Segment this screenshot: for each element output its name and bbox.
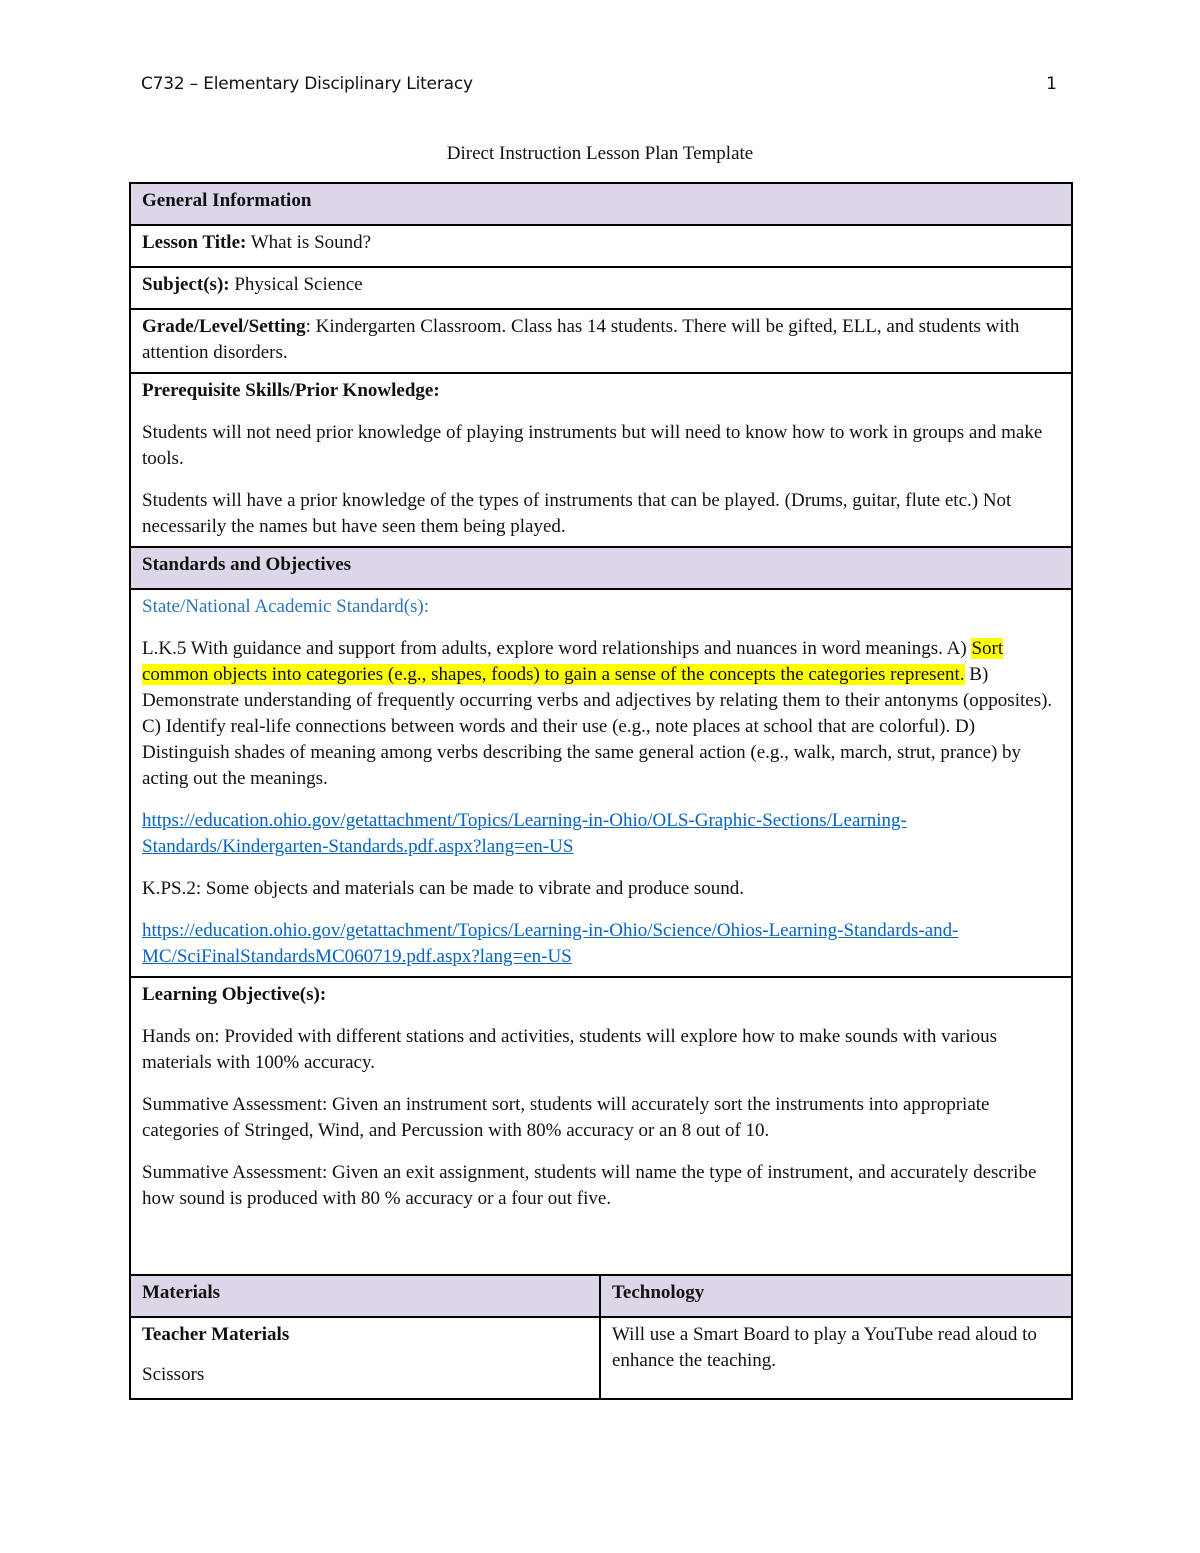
lesson-title-value: What is Sound?	[246, 232, 372, 253]
prerequisite-paragraph-2: Students will have a prior knowledge of the types of instruments that can be played. (Drums, guitar, flute etc.) Not necessarily the names but have seen them being played.	[142, 490, 1012, 537]
materials-cell	[130, 1317, 600, 1399]
teacher-materials-item: Scissors	[142, 1364, 205, 1385]
grade-label: Grade/Level/Setting	[142, 316, 306, 337]
technology-text: Will use a Smart Board to play a YouTube read aloud to enhance the teaching.	[612, 1324, 1037, 1371]
standards-objectives-heading: Standards and Objectives	[130, 547, 1072, 589]
running-header: C732 – Elementary Disciplinary Literacy	[141, 74, 473, 94]
standards-cell	[130, 589, 1072, 977]
prerequisite-label: Prerequisite Skills/Prior Knowledge:	[142, 380, 440, 401]
standard-kps2: K.PS.2: Some objects and materials can be made to vibrate and produce sound.	[142, 878, 745, 899]
lesson-title-row	[130, 225, 1072, 267]
standard-lk5-highlight: Sort common objects into categories (e.g., shapes, foods) to gain a sense of the concepts the categories represent.	[142, 638, 1004, 685]
prerequisite-skills-cell	[130, 373, 1072, 547]
kindergarten-standards-link[interactable]: https://education.ohio.gov/getattachment/Topics/Learning-in-Ohio/OLS-Graphic-Sections/Learning-Standards/Kindergarten-Standards.pdf.aspx?lang=en-US	[142, 810, 907, 857]
technology-cell	[600, 1317, 1072, 1399]
grade-value: : Kindergarten Classroom. Class has 14 students. There will be gifted, ELL, and students with attention disorders.	[142, 316, 1020, 363]
prerequisite-paragraph-1: Students will not need prior knowledge of playing instruments but will need to know how to work in groups and make tools.	[142, 422, 1043, 469]
grade-level-setting-row	[130, 309, 1072, 373]
subjects-row	[130, 267, 1072, 309]
objective-hands-on: Hands on: Provided with different stations and activities, students will explore how to make sounds with various materials with 100% accuracy.	[142, 1026, 998, 1073]
standard-lk5-intro: L.K.5 With guidance and support from adults, explore word relationships and nuances in word meanings. A)	[142, 638, 972, 659]
lesson-plan-table	[129, 182, 1073, 1400]
standard-lk5-rest: B) Demonstrate understanding of frequently occurring verbs and adjectives by relating them to their antonyms (opposites). C) Identify real-life connections between words and their use (e.g., note places at school that are colorful). D) Distinguish shades of meaning among verbs describing the same general action (e.g., walk, march, strut, prance) by acting out the meanings.	[142, 664, 1053, 789]
standards-label: State/National Academic Standard(s):	[142, 596, 430, 617]
technology-heading: Technology	[600, 1275, 1072, 1317]
standard-lk5	[142, 636, 1060, 792]
learning-objectives-cell	[130, 977, 1072, 1275]
page-number: 1	[1046, 74, 1057, 94]
materials-heading: Materials	[130, 1275, 600, 1317]
science-standards-link[interactable]: https://education.ohio.gov/getattachment/Topics/Learning-in-Ohio/Science/Ohios-Learning-Standards-and-MC/SciFinalStandardsMC060719.pdf.aspx?lang=en-US	[142, 920, 959, 967]
document-title: Direct Instruction Lesson Plan Template	[446, 143, 754, 164]
lesson-title-label: Lesson Title:	[142, 232, 247, 253]
subjects-value: Physical Science	[229, 274, 363, 295]
learning-objectives-label: Learning Objective(s):	[142, 984, 327, 1005]
subjects-label: Subject(s):	[142, 274, 230, 295]
teacher-materials-label: Teacher Materials	[142, 1324, 290, 1345]
objective-summative-2: Summative Assessment: Given an exit assignment, students will name the type of instrument, and accurately describe how sound is produced with 80 % accuracy or a four out five.	[142, 1162, 1037, 1209]
general-information-heading: General Information	[130, 183, 1072, 225]
objective-summative-1: Summative Assessment: Given an instrument sort, students will accurately sort the instruments into appropriate categories of Stringed, Wind, and Percussion with 80% accuracy or an 8 out of 10.	[142, 1094, 990, 1141]
